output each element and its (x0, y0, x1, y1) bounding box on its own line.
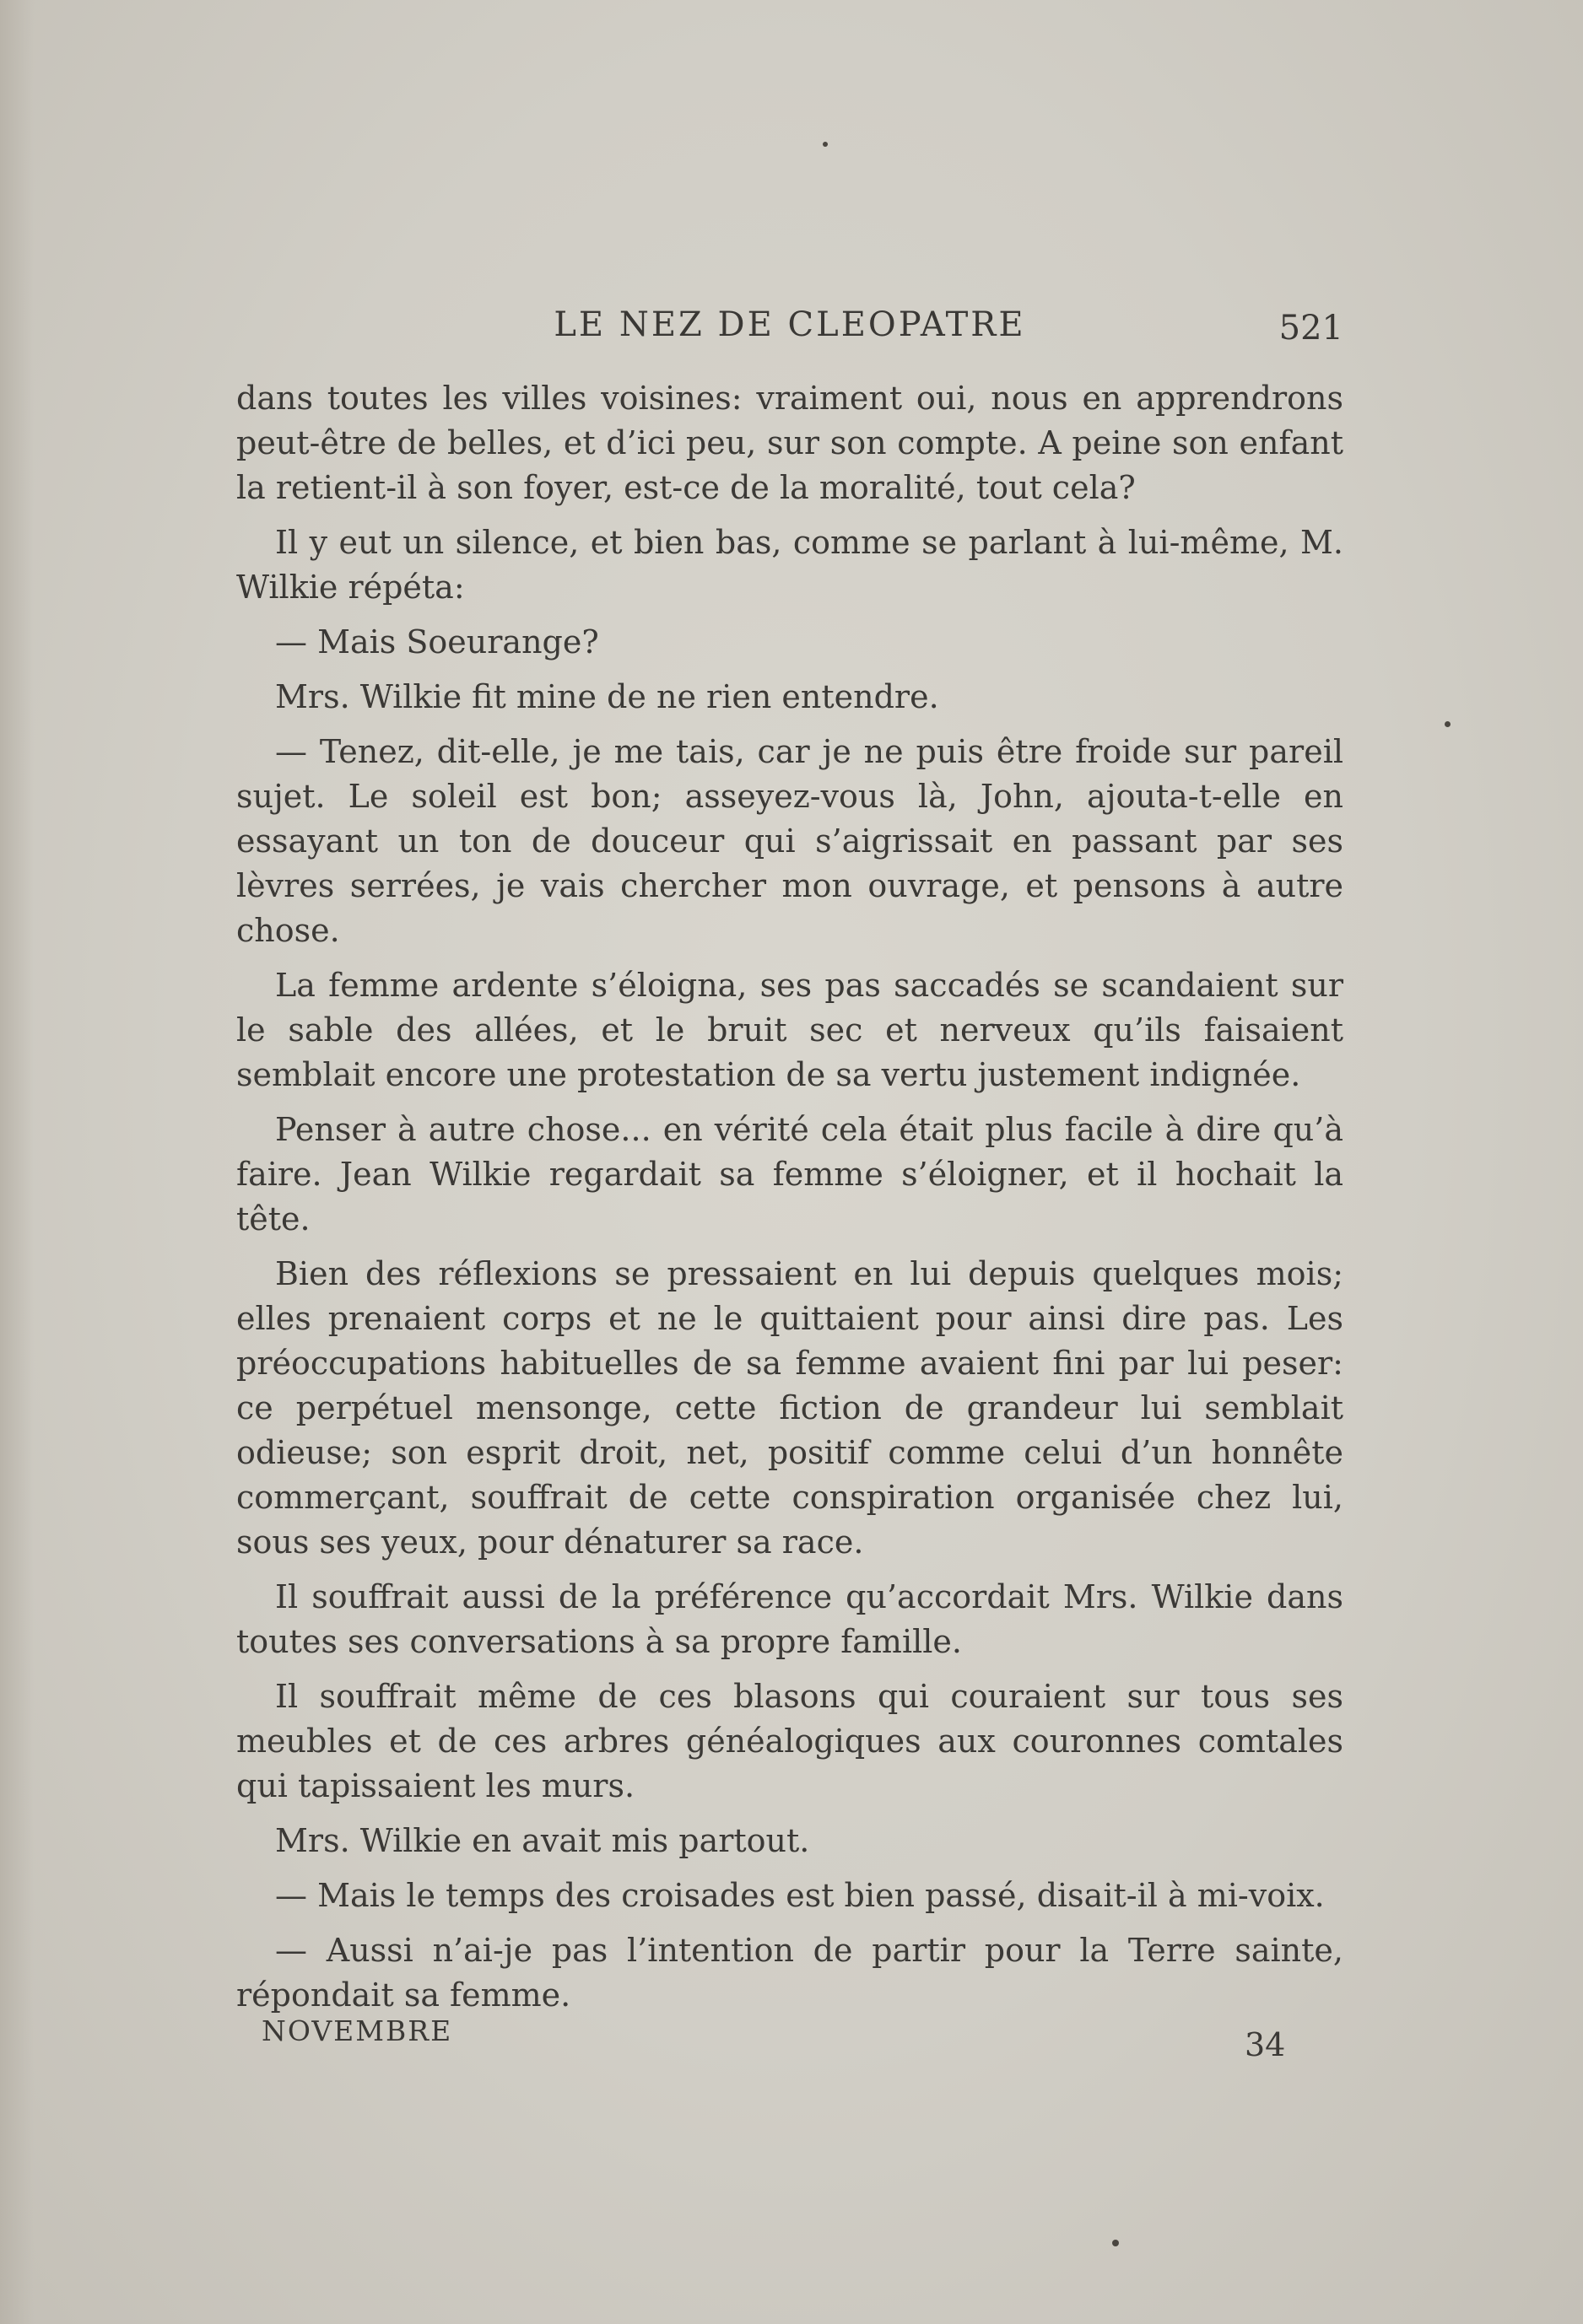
paragraph: Il souffrait même de ces blasons qui couraient sur tous ses meubles et de ces arbres généalogiques aux couronnes comtales qui tapissaient les murs. (236, 1678, 1343, 1804)
signature-label: NOVEMBRE (262, 2014, 453, 2047)
page-footer (236, 2006, 1343, 2065)
paragraph: Penser à autre chose... en vérité cela était plus facile à dire qu’à faire. Jean Wilkie regardait sa femme s’éloigner, et il hochait la tête. (236, 1111, 1343, 1237)
paragraph: — Mais Soeurange? (275, 623, 599, 661)
page-edge-shadow (0, 0, 34, 2324)
page-number: 521 (1278, 309, 1343, 348)
paragraph: La femme ardente s’éloigna, ses pas saccadés se scandaient sur le sable des allées, et le bruit sec et nerveux qu’ils faisaient semblait encore une protestation de sa vertu justement indignée. (236, 967, 1343, 1093)
paper-speck (823, 142, 828, 147)
paragraph: — Aussi n’ai-je pas l’intention de partir pour la Terre sainte, répondait sa femme. (236, 1932, 1343, 2014)
paragraph: dans toutes les villes voisines: vraiment oui, nous en apprendrons peut-être de belles, et d’ici peu, sur son compte. A peine son enfant la retient-il à son foyer, est-ce de la moralité, tout cela? (236, 380, 1343, 506)
page-body (236, 376, 1343, 2028)
paragraph: Mrs. Wilkie fit mine de ne rien entendre. (275, 678, 939, 715)
paper-speck (1445, 721, 1451, 727)
paragraph: — Tenez, dit-elle, je me tais, car je ne puis être froide sur pareil sujet. Le soleil est bon; asseyez-vous là, John, ajouta-t-elle en essayant un ton de douceur qui s’aigrissait en passant par ses lèvres serrées, je vais chercher mon ouvrage, et pensons à autre chose. (236, 733, 1343, 949)
running-title: LE NEZ DE CLEOPATRE (554, 305, 1026, 344)
paragraph: Mrs. Wilkie en avait mis partout. (275, 1822, 810, 1859)
signature-number: 34 (1245, 2026, 1286, 2063)
paragraph: Bien des réflexions se pressaient en lui depuis quelques mois; elles prenaient corps et ne le quittaient pour ainsi dire pas. Les préoccupations habituelles de sa femme avaient fini par lui peser: ce perpétuel mensonge, cette fiction de grandeur lui semblait odieuse; son esprit droit, net, positif comme celui d’un honnête commerçant, souffrait de cette conspiration organisée chez lui, sous ses yeux, pour dénaturer sa race. (236, 1255, 1343, 1561)
paragraph: Il souffrait aussi de la préférence qu’accordait Mrs. Wilkie dans toutes ses conversations à sa propre famille. (236, 1578, 1343, 1660)
paragraph: — Mais le temps des croisades est bien passé, disait-il à mi-voix. (275, 1877, 1325, 1914)
paragraph: Il y eut un silence, et bien bas, comme se parlant à lui-même, M. Wilkie répéta: (236, 524, 1343, 606)
page-header (236, 295, 1343, 363)
paper-speck (1112, 2240, 1119, 2246)
